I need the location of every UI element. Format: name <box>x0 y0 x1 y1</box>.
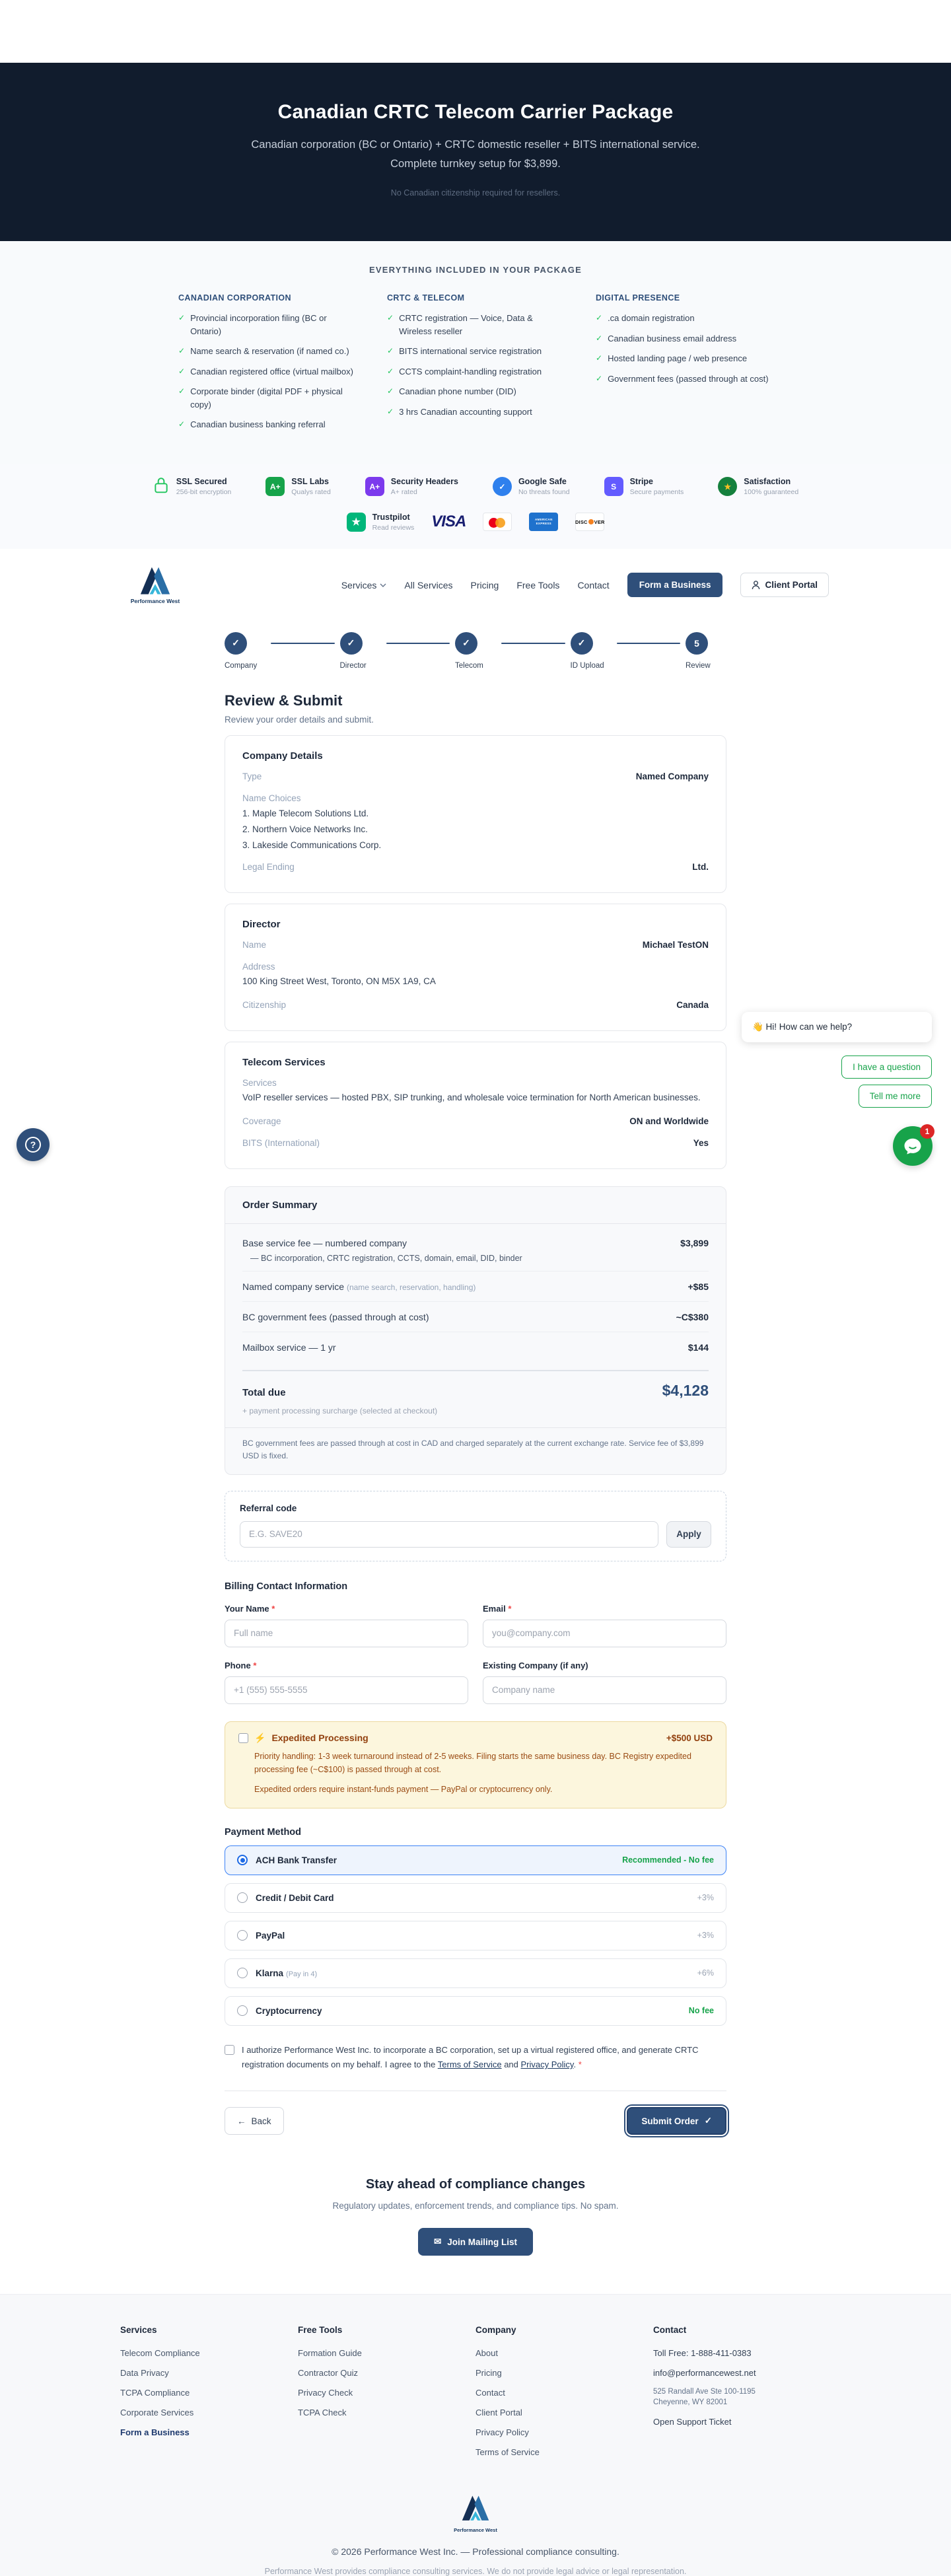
included-column-digital <box>596 293 773 439</box>
included-column-crtc <box>387 293 564 439</box>
check-icon: ✓ <box>596 333 603 343</box>
brand-name: Performance West <box>454 2527 497 2534</box>
trust-badges-section <box>0 464 951 549</box>
footer-link[interactable]: Terms of Service <box>476 2447 540 2458</box>
stripe-icon: S <box>604 477 623 496</box>
nav-item-free-tools[interactable]: Free Tools <box>516 579 560 590</box>
nav-item-all-services[interactable]: All Services <box>404 579 453 590</box>
footer <box>0 2294 951 2576</box>
line-item-label: Named company service (name search, reservation, handling) <box>242 1281 476 1292</box>
check-icon: ✓ <box>387 346 394 355</box>
required-mark: * <box>253 1660 257 1670</box>
line-item-label: BC government fees (passed through at cost) <box>242 1311 429 1322</box>
director-card <box>225 904 726 1031</box>
list-item: ✓ Corporate binder (digital PDF + physical copy) <box>178 385 355 411</box>
footer-link[interactable]: Privacy Policy <box>476 2427 529 2438</box>
hero-note: No Canadian citizenship required for resellers. <box>390 188 561 197</box>
list-item: ✓ Canadian business email address <box>596 332 773 345</box>
column-title: CRTC & TELECOM <box>387 293 465 303</box>
field-label: Name <box>242 940 267 950</box>
step-connector <box>271 643 335 644</box>
column-title: DIGITAL PRESENCE <box>596 293 680 303</box>
list-item: ✓ Hosted landing page / web presence <box>596 352 773 365</box>
total-note: + payment processing surcharge (selected at checkout) <box>242 1406 438 1415</box>
submit-order-button[interactable]: Submit Order ✓ <box>627 2107 726 2135</box>
list-item: ✓ Canadian business banking referral <box>178 418 355 431</box>
required-mark: * <box>508 1603 512 1614</box>
card-title: Director <box>242 919 281 931</box>
expedited-title: Expedited Processing <box>271 1733 369 1744</box>
total-label: Total due <box>242 1386 286 1398</box>
step-number: 5 <box>686 632 708 655</box>
footer-link[interactable]: Client Portal <box>476 2408 522 2418</box>
field-label: Address <box>242 962 275 972</box>
question-mark-icon: ? <box>25 1137 41 1153</box>
form-a-business-button[interactable]: Form a Business <box>627 573 723 597</box>
footer-column-services <box>120 2325 298 2467</box>
check-icon: ✓ <box>178 419 186 429</box>
phone-field-group <box>225 1661 468 1704</box>
chat-greeting-bubble: 👋 Hi! How can we help? <box>742 1012 932 1042</box>
mastercard-logo <box>483 513 512 531</box>
field-label: Your Name * <box>225 1603 275 1614</box>
card-title: Company Details <box>242 750 323 762</box>
radio[interactable] <box>237 1968 248 1978</box>
field-value: Michael TestON <box>642 940 709 950</box>
line-item-label: Mailbox service — 1 yr <box>242 1342 336 1353</box>
radio[interactable] <box>237 2005 248 2016</box>
copyright: © 2026 Performance West Inc. — Professional compliance consulting. <box>332 2546 619 2558</box>
authorization-text: I authorize Performance West Inc. to incorporate a BC corporation, set up a virtual registered office, and generate CRTC registration documents on my behalf. I agree to the Terms of Service and Privacy Policy. * <box>242 2044 699 2070</box>
total-value: $4,128 <box>662 1381 709 1399</box>
billing-heading: Billing Contact Information <box>225 1581 348 1592</box>
authorization-checkbox[interactable] <box>225 2045 234 2055</box>
footer-column-title: Company <box>476 2325 516 2336</box>
help-button[interactable] <box>17 1128 50 1161</box>
footer-link[interactable]: Form a Business <box>120 2427 190 2438</box>
field-value: Named Company <box>635 771 709 781</box>
footer-column-contact <box>653 2325 831 2467</box>
left-arrow-icon: ← <box>237 2116 246 2126</box>
step-connector <box>501 643 565 644</box>
badge-stripe: S Stripe Secure payments <box>604 476 684 498</box>
field-value: Ltd. <box>692 862 709 873</box>
expedited-processing-box <box>225 1721 726 1808</box>
radio[interactable] <box>237 1892 248 1903</box>
field-label: Citizenship <box>242 999 287 1010</box>
chat-quick-reply-more[interactable]: Tell me more <box>859 1085 932 1108</box>
chat-quick-reply-question[interactable]: I have a question <box>841 1055 932 1079</box>
company-input[interactable] <box>483 1676 726 1704</box>
payment-option-klarna[interactable]: Klarna (Pay in 4) +6% <box>225 1958 726 1988</box>
fee-badge: +6% <box>697 1968 714 1978</box>
client-portal-button[interactable]: Client Portal <box>740 573 829 597</box>
unread-count-badge: 1 <box>920 1124 934 1139</box>
list-item: ✓ CRTC registration — Voice, Data & Wireless reseller <box>387 312 564 338</box>
step-review[interactable]: 5 Review <box>686 632 726 670</box>
fee-badge: +3% <box>697 1893 714 1903</box>
check-icon: ✓ <box>387 366 394 376</box>
phone-input[interactable] <box>225 1676 468 1704</box>
badge-ssl-labs: A+ SSL Labs Qualys rated <box>265 476 331 498</box>
footer-address: Cheyenne, WY 82001 <box>653 2398 728 2407</box>
section-subtitle: Review your order details and submit. <box>225 714 374 725</box>
footer-email[interactable]: info@performancewest.net <box>653 2368 756 2379</box>
footer-link[interactable]: TCPA Check <box>298 2408 347 2418</box>
list-item: ✓ Provincial incorporation filing (BC or Ontario) <box>178 312 355 338</box>
newsletter-title: Stay ahead of compliance changes <box>365 2177 586 2192</box>
list-item: ✓ Canadian registered office (virtual mailbox) <box>178 365 355 378</box>
expedited-price: +$500 USD <box>666 1733 713 1743</box>
page-title: Canadian CRTC Telecom Carrier Package <box>277 101 674 123</box>
fee-badge: No fee <box>688 2006 714 2016</box>
check-icon: ✓ <box>704 2116 712 2126</box>
radio[interactable] <box>237 1930 248 1941</box>
list-item: ✓ Canadian phone number (DID) <box>387 385 564 398</box>
disclaimer: Performance West provides compliance consulting services. We do not provide legal advice or legal representation. <box>264 2567 687 2576</box>
included-column-corporation <box>178 293 355 439</box>
step-director[interactable]: ✓ Director <box>340 632 381 670</box>
field-value: VoIP reseller services — hosted PBX, SIP trunking, and wholesale voice termination for North American businesses. <box>242 1092 701 1102</box>
fee-badge: Recommended - No fee <box>622 1855 714 1865</box>
referral-code-input[interactable] <box>240 1521 658 1548</box>
referral-label: Referral code <box>240 1503 297 1513</box>
footer-link[interactable]: TCPA Compliance <box>120 2388 190 2398</box>
brand-name: Performance West <box>130 597 180 604</box>
terms-of-service-link[interactable]: Terms of Service <box>437 2059 502 2070</box>
footer-link[interactable]: Privacy Check <box>298 2388 353 2398</box>
footer-link[interactable]: Formation Guide <box>298 2348 362 2359</box>
name-field-group <box>225 1604 468 1647</box>
person-icon <box>752 581 760 590</box>
expedited-body: Priority handling: 1-3 week turnaround instead of 2-5 weeks. Filing starts the same business day. BC Registry expedited processing fee (~C$100) is passed through at cost. <box>254 1751 691 1774</box>
chevron-down-icon <box>380 583 386 587</box>
a-plus-icon: A+ <box>265 477 285 496</box>
check-icon: ✓ <box>596 373 603 383</box>
footer-link[interactable]: Pricing <box>476 2368 502 2379</box>
main-content <box>225 632 726 2135</box>
footer-column-title: Free Tools <box>298 2325 343 2336</box>
field-label: Legal Ending <box>242 862 295 873</box>
check-icon: ✓ <box>178 366 186 376</box>
fee-badge: +3% <box>697 1931 714 1941</box>
field-label: Phone * <box>225 1660 257 1670</box>
field-label: Existing Company (if any) <box>483 1660 588 1670</box>
list-item: 2. Northern Voice Networks Inc. <box>242 824 368 834</box>
payment-option-card[interactable]: Credit / Debit Card +3% <box>225 1883 726 1913</box>
check-icon: ✓ <box>596 313 603 322</box>
footer-link[interactable]: Contact <box>476 2388 505 2398</box>
logo-mark-icon <box>459 2495 492 2522</box>
step-connector <box>386 643 450 644</box>
payment-heading: Payment Method <box>225 1826 302 1838</box>
badge-ssl-secured: SSL Secured 256-bit encryption <box>153 476 231 498</box>
list-item: ✓ 3 hrs Canadian accounting support <box>387 406 564 419</box>
field-label: Type <box>242 771 262 781</box>
telecom-services-card <box>225 1042 726 1169</box>
order-summary-card <box>225 1186 726 1475</box>
list-item: 3. Lakeside Communications Corp. <box>242 840 382 851</box>
amex-logo: AMERICAN EXPRESS <box>529 513 558 531</box>
line-item-value: ~C$380 <box>676 1311 709 1322</box>
line-item-detail: — BC incorporation, CRTC registration, CCTS, domain, email, DID, binder <box>250 1253 522 1263</box>
field-label: BITS (International) <box>242 1137 320 1148</box>
footer-column-title: Contact <box>653 2325 687 2336</box>
nav-item-services[interactable]: Services <box>341 580 387 590</box>
step-check-icon: ✓ <box>455 632 477 655</box>
footer-link[interactable]: About <box>476 2348 498 2359</box>
card-title: Order Summary <box>242 1199 318 1211</box>
footer-column-title: Services <box>120 2325 157 2336</box>
field-label: Email * <box>483 1603 512 1614</box>
form-actions <box>225 2091 726 2135</box>
newsletter-subtitle: Regulatory updates, enforcement trends, and compliance tips. No spam. <box>332 2201 619 2211</box>
badge-trustpilot[interactable]: ★ Trustpilot Read reviews <box>347 513 415 532</box>
visa-logo: VISA <box>431 513 466 530</box>
footer-column-free-tools <box>298 2325 476 2467</box>
footer-link[interactable]: Telecom Compliance <box>120 2348 200 2359</box>
required-mark: * <box>271 1603 275 1614</box>
nav-item-contact[interactable]: Contact <box>577 579 610 590</box>
step-check-icon: ✓ <box>340 632 363 655</box>
check-icon: ✓ <box>387 313 394 322</box>
line-item-label: Base service fee — numbered company <box>242 1237 407 1248</box>
hero-banner <box>0 63 951 241</box>
field-value: 100 King Street West, Toronto, ON M5X 1A9, CA <box>242 976 436 987</box>
footer-link[interactable]: Contractor Quiz <box>298 2368 359 2379</box>
newsletter-section <box>0 2135 951 2294</box>
list-item: ✓ BITS international service registration <box>387 345 564 358</box>
footer-address: 525 Randall Ave Ste 100-1195 <box>653 2388 756 2396</box>
top-spacer <box>0 0 951 63</box>
name-input[interactable] <box>225 1620 468 1647</box>
lightning-icon: ⚡ <box>254 1732 266 1743</box>
list-item: ✓ Government fees (passed through at cost) <box>596 373 773 386</box>
chat-bubble-icon <box>903 1136 923 1156</box>
list-item: ✓ Name search & reservation (if named co.) <box>178 345 355 358</box>
payment-option-paypal[interactable]: PayPal +3% <box>225 1921 726 1950</box>
trustpilot-star-icon: ★ <box>347 513 366 532</box>
logo-mark-icon <box>137 566 174 596</box>
field-value: Yes <box>693 1137 709 1148</box>
hero-subtitle: Canadian corporation (BC or Ontario) + CRTC domestic reseller + BITS international service. Complete turnkey setup for $3,899. <box>251 139 700 170</box>
line-item-value: $144 <box>687 1342 709 1353</box>
badge-satisfaction: ★ Satisfaction 100% guaranteed <box>718 476 798 498</box>
email-field-group <box>483 1604 726 1647</box>
authorization-row <box>225 2043 726 2072</box>
a-plus-icon: A+ <box>365 477 384 496</box>
included-heading: EVERYTHING INCLUDED IN YOUR PACKAGE <box>369 265 582 275</box>
company-field-group <box>483 1661 726 1704</box>
padlock-icon <box>153 476 170 498</box>
footer-column-company <box>476 2325 653 2467</box>
radio-selected[interactable] <box>237 1855 248 1865</box>
footer-link[interactable]: Data Privacy <box>120 2368 169 2379</box>
check-icon: ✓ <box>387 386 394 396</box>
name-choices-list <box>242 806 709 857</box>
order-footnote: BC government fees are passed through at cost in CAD and charged separately at the current exchange rate. Service fee of $3,899 USD is fixed. <box>225 1427 726 1474</box>
line-item-value: $3,899 <box>680 1237 709 1248</box>
field-value: ON and Worldwide <box>629 1116 709 1126</box>
check-icon: ✓ <box>596 353 603 363</box>
badge-google-safe: ✓ Google Safe No threats found <box>493 476 570 498</box>
chat-launcher-button[interactable] <box>893 1126 933 1166</box>
section-title: Review & Submit <box>225 692 343 709</box>
footer-bottom <box>120 2467 831 2576</box>
step-check-icon: ✓ <box>225 632 247 655</box>
expedited-checkbox[interactable] <box>238 1733 248 1743</box>
open-support-ticket-link[interactable]: Open Support Ticket <box>653 2417 732 2427</box>
navbar <box>0 549 951 620</box>
column-title: CANADIAN CORPORATION <box>178 293 291 303</box>
join-mailing-list-button[interactable]: ✉ Join Mailing List <box>418 2228 533 2256</box>
step-connector <box>617 643 681 644</box>
footer-phone[interactable]: Toll Free: 1-888-411-0383 <box>653 2348 752 2359</box>
field-label: Coverage <box>242 1116 281 1126</box>
check-icon: ✓ <box>387 406 394 416</box>
back-button[interactable]: ← Back <box>225 2107 284 2135</box>
apply-button[interactable]: Apply <box>666 1521 711 1548</box>
list-item: ✓ CCTS complaint-handling registration <box>387 365 564 378</box>
required-mark: * <box>578 2059 582 2070</box>
list-item: 1. Maple Telecom Solutions Ltd. <box>242 808 369 818</box>
step-company[interactable]: ✓ Company <box>225 632 265 670</box>
check-icon: ✓ <box>178 313 186 322</box>
footer-link[interactable]: Corporate Services <box>120 2408 194 2418</box>
field-label: Services <box>242 1077 277 1088</box>
included-section <box>0 241 951 464</box>
expedited-body: Expedited orders require instant-funds payment — PayPal or cryptocurrency only. <box>254 1784 553 1794</box>
step-telecom[interactable]: ✓ Telecom <box>455 632 496 670</box>
check-icon: ✓ <box>178 346 186 355</box>
line-item-value: +$85 <box>687 1281 709 1292</box>
envelope-icon: ✉ <box>433 2236 442 2247</box>
discover-dot <box>588 519 594 524</box>
payment-option-ach[interactable]: ACH Bank Transfer Recommended - No fee <box>225 1845 726 1875</box>
email-input[interactable] <box>483 1620 726 1647</box>
company-details-card <box>225 735 726 894</box>
badge-security-headers: A+ Security Headers A+ rated <box>365 476 458 498</box>
discover-logo: DISC VER <box>575 513 604 531</box>
field-label: Name Choices <box>242 793 301 803</box>
brand-logo[interactable] <box>122 566 188 604</box>
list-item: ✓ .ca domain registration <box>596 312 773 325</box>
check-icon: ✓ <box>178 386 186 396</box>
nav-item-pricing[interactable]: Pricing <box>470 579 499 590</box>
step-id-upload[interactable]: ✓ ID Upload <box>571 632 612 670</box>
check-circle-icon: ✓ <box>493 477 512 496</box>
field-value: Canada <box>676 999 709 1010</box>
step-check-icon: ✓ <box>571 632 593 655</box>
payment-option-crypto[interactable]: Cryptocurrency No fee <box>225 1996 726 2026</box>
star-circle-icon: ★ <box>718 477 737 496</box>
progress-stepper <box>225 632 726 670</box>
privacy-policy-link[interactable]: Privacy Policy <box>520 2059 574 2070</box>
card-title: Telecom Services <box>242 1056 326 1068</box>
referral-code-box <box>225 1491 726 1561</box>
